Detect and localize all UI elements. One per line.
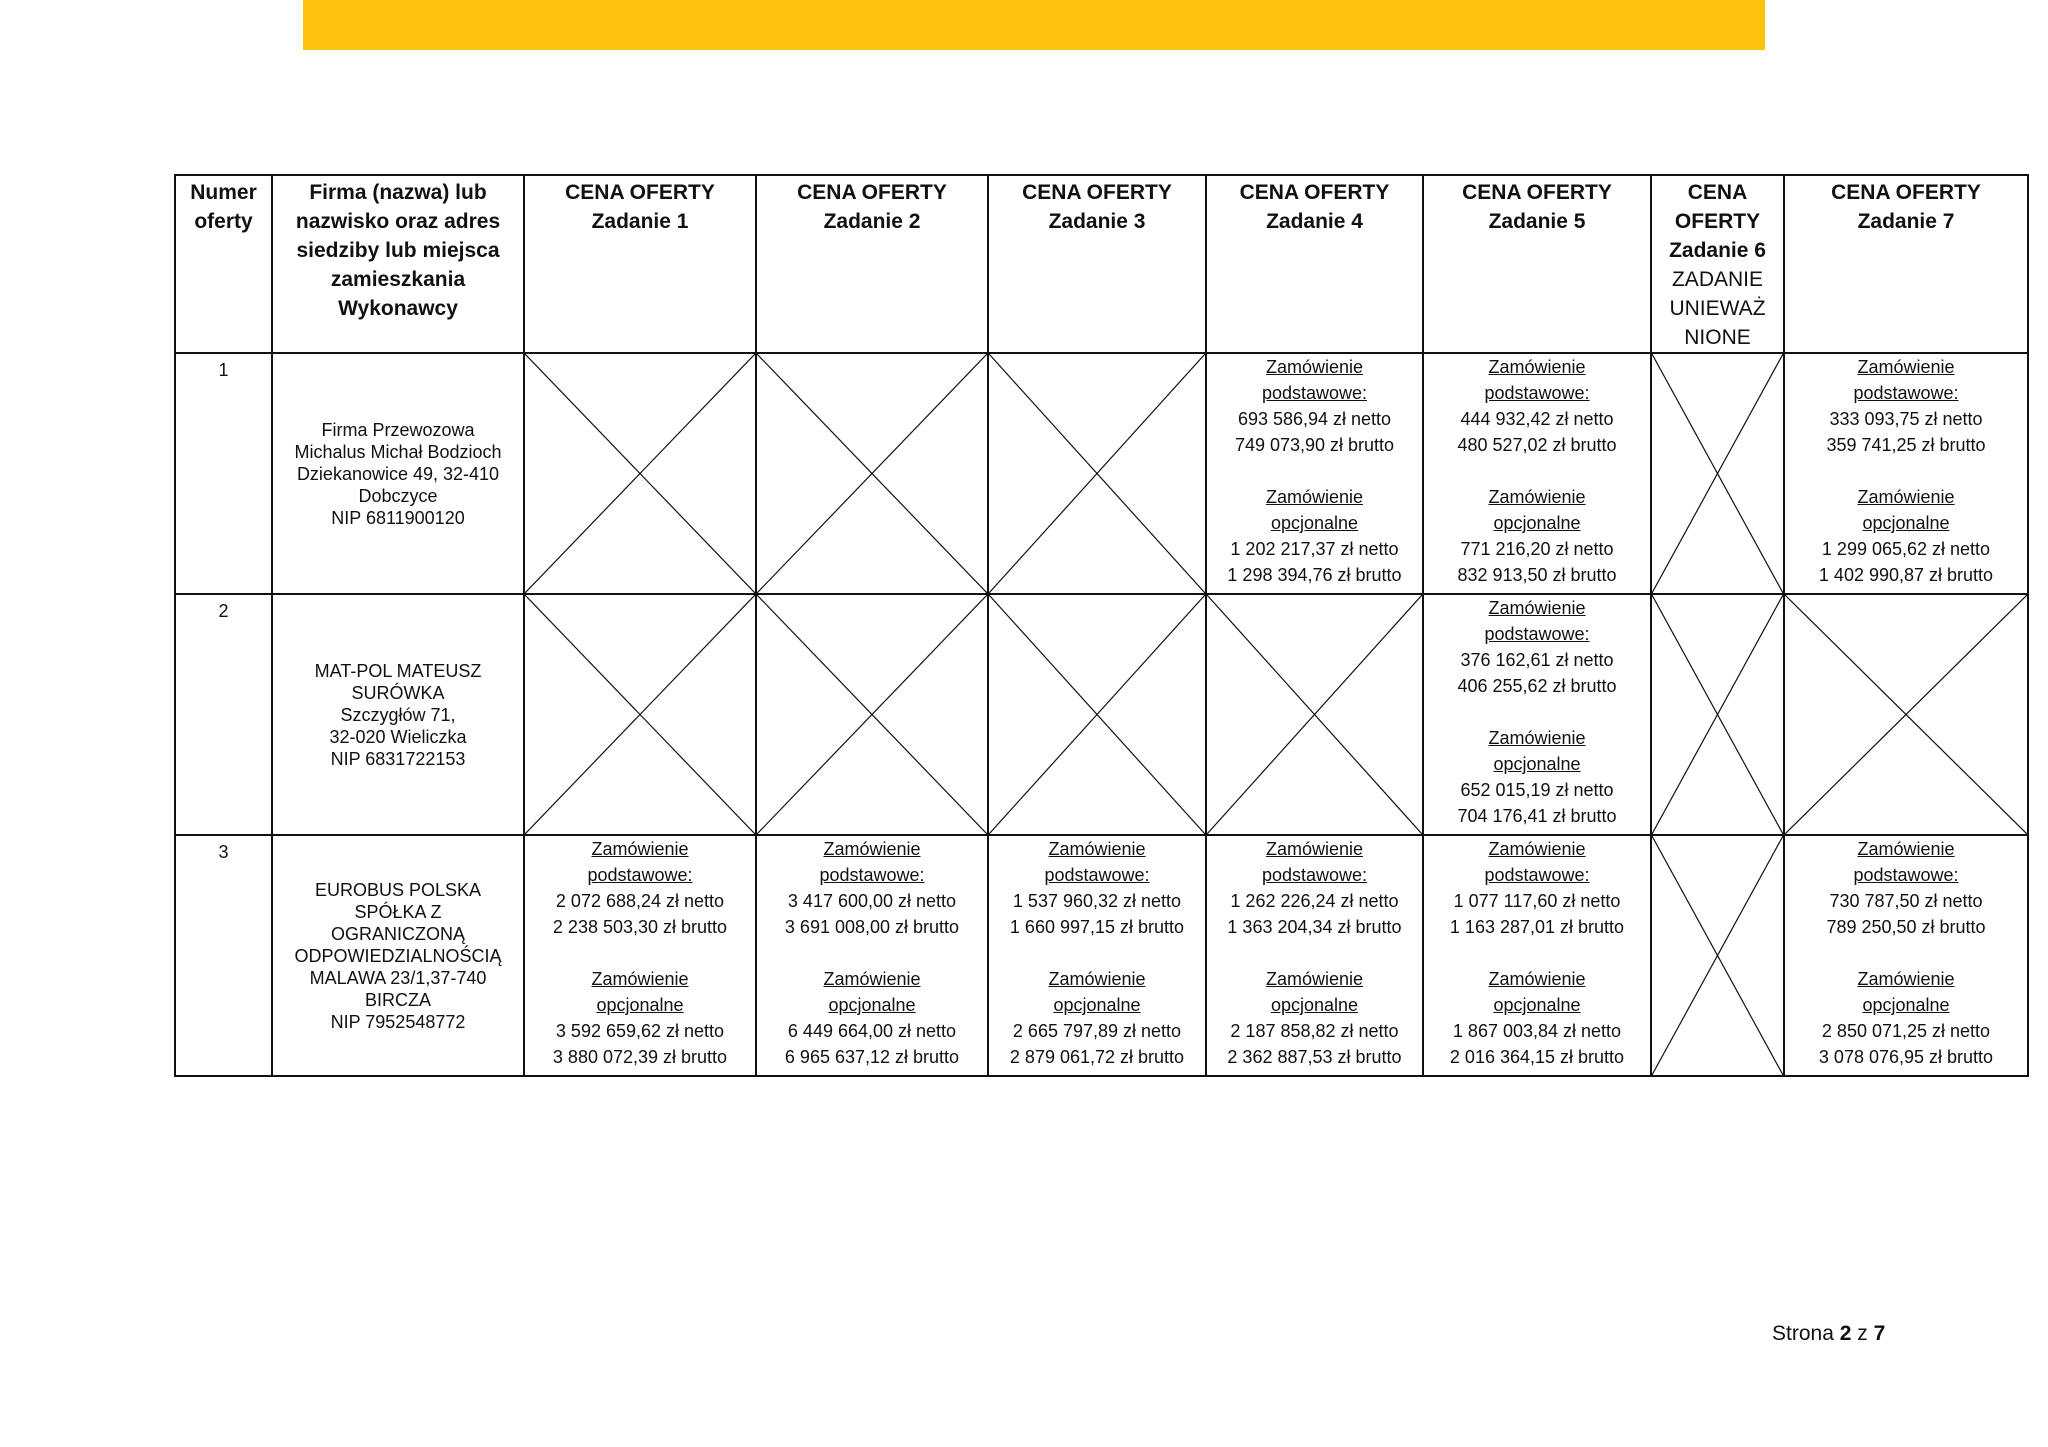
cross-mark-icon xyxy=(989,354,1205,593)
no-offer-cross xyxy=(1206,594,1423,835)
no-offer-cross xyxy=(756,353,988,594)
cross-mark-icon xyxy=(1652,595,1783,834)
no-offer-cross xyxy=(524,594,756,835)
table-row xyxy=(175,594,2028,835)
offer-number: 3 xyxy=(175,835,272,1076)
price-cell: Zamówienie podstawowe: 333 093,75 zł netto 359 741,25 zł brutto Zamówienie opcjonalne 1 299 065,62 zł netto 1 402 990,87 zł brutto xyxy=(1784,353,2028,594)
price-cell: Zamówienie podstawowe: 444 932,42 zł netto 480 527,02 zł brutto Zamówienie opcjonalne 771 216,20 zł netto 832 913,50 zł brutto xyxy=(1423,353,1651,594)
firm-details: EUROBUS POLSKA SPÓŁKA Z OGRANICZONĄ ODPOWIEDZIALNOŚCIĄ MALAWA 23/1,37-740 BIRCZA NIP 7952548772 xyxy=(272,835,524,1076)
price-cell: Zamówienie podstawowe: 376 162,61 zł netto 406 255,62 zł brutto Zamówienie opcjonalne 652 015,19 zł netto 704 176,41 zł brutto xyxy=(1423,594,1651,835)
cross-mark-icon xyxy=(525,595,755,834)
no-offer-cross xyxy=(1651,594,1784,835)
top-color-bar xyxy=(303,0,1765,50)
header-task-3: CENA OFERTY Zadanie 3 xyxy=(988,175,1206,353)
table-row xyxy=(175,835,2028,1076)
no-offer-cross xyxy=(1651,835,1784,1076)
no-offer-cross xyxy=(1784,594,2028,835)
price-cell: Zamówienie podstawowe: 1 077 117,60 zł netto 1 163 287,01 zł brutto Zamówienie opcjonalne 1 867 003,84 zł netto 2 016 364,15 zł brutto xyxy=(1423,835,1651,1076)
no-offer-cross xyxy=(988,594,1206,835)
cross-mark-icon xyxy=(1207,595,1422,834)
no-offer-cross xyxy=(524,353,756,594)
header-offer-number: Numer oferty xyxy=(175,175,272,353)
firm-details: Firma Przewozowa Michalus Michał Bodzioch Dziekanowice 49, 32-410 Dobczyce NIP 6811900120 xyxy=(272,353,524,594)
price-cell: Zamówienie podstawowe: 1 537 960,32 zł netto 1 660 997,15 zł brutto Zamówienie opcjonalne 2 665 797,89 zł netto 2 879 061,72 zł brutto xyxy=(988,835,1206,1076)
table-header-row xyxy=(175,175,2028,353)
task-6-cancelled-note: ZADANIE xyxy=(1671,268,1763,291)
table-row xyxy=(175,353,2028,594)
cross-mark-icon xyxy=(989,595,1205,834)
cross-mark-icon xyxy=(757,354,987,593)
price-cell: Zamówienie podstawowe: 693 586,94 zł netto 749 073,90 zł brutto Zamówienie opcjonalne 1 202 217,37 zł netto 1 298 394,76 zł brutto xyxy=(1206,353,1423,594)
no-offer-cross xyxy=(756,594,988,835)
header-task-6: CENA OFERTY Zadanie 6 ZADANIE UNIEWAŻ NIONE xyxy=(1651,175,1784,353)
no-offer-cross xyxy=(1651,353,1784,594)
page-counter: Strona 2 z 7 xyxy=(1772,1322,1886,1345)
header-task-2: CENA OFERTY Zadanie 2 xyxy=(756,175,988,353)
header-task-4: CENA OFERTY Zadanie 4 xyxy=(1206,175,1423,353)
cross-mark-icon xyxy=(1652,836,1783,1075)
offers-table xyxy=(174,174,2029,1077)
cross-mark-icon xyxy=(757,595,987,834)
price-cell: Zamówienie podstawowe: 3 417 600,00 zł netto 3 691 008,00 zł brutto Zamówienie opcjonalne 6 449 664,00 zł netto 6 965 637,12 zł brutto xyxy=(756,835,988,1076)
price-cell: Zamówienie podstawowe: 1 262 226,24 zł netto 1 363 204,34 zł brutto Zamówienie opcjonalne 2 187 858,82 zł netto 2 362 887,53 zł brutto xyxy=(1206,835,1423,1076)
offer-number: 1 xyxy=(175,353,272,594)
header-task-1: CENA OFERTY Zadanie 1 xyxy=(524,175,756,353)
cross-mark-icon xyxy=(1652,354,1783,593)
offer-number: 2 xyxy=(175,594,272,835)
firm-details: MAT-POL MATEUSZ SURÓWKA Szczygłów 71, 32-020 Wieliczka NIP 6831722153 xyxy=(272,594,524,835)
header-task-5: CENA OFERTY Zadanie 5 xyxy=(1423,175,1651,353)
header-task-7: CENA OFERTY Zadanie 7 xyxy=(1784,175,2028,353)
header-firm: Firma (nazwa) lub nazwisko oraz adres siedziby lub miejsca zamieszkania Wykonawcy xyxy=(272,175,524,353)
cross-mark-icon xyxy=(1785,595,2027,834)
price-cell: Zamówienie podstawowe: 730 787,50 zł netto 789 250,50 zł brutto Zamówienie opcjonalne 2 850 071,25 zł netto 3 078 076,95 zł brutto xyxy=(1784,835,2028,1076)
cross-mark-icon xyxy=(525,354,755,593)
price-cell: Zamówienie podstawowe: 2 072 688,24 zł netto 2 238 503,30 zł brutto Zamówienie opcjonalne 3 592 659,62 zł netto 3 880 072,39 zł brutto xyxy=(524,835,756,1076)
no-offer-cross xyxy=(988,353,1206,594)
